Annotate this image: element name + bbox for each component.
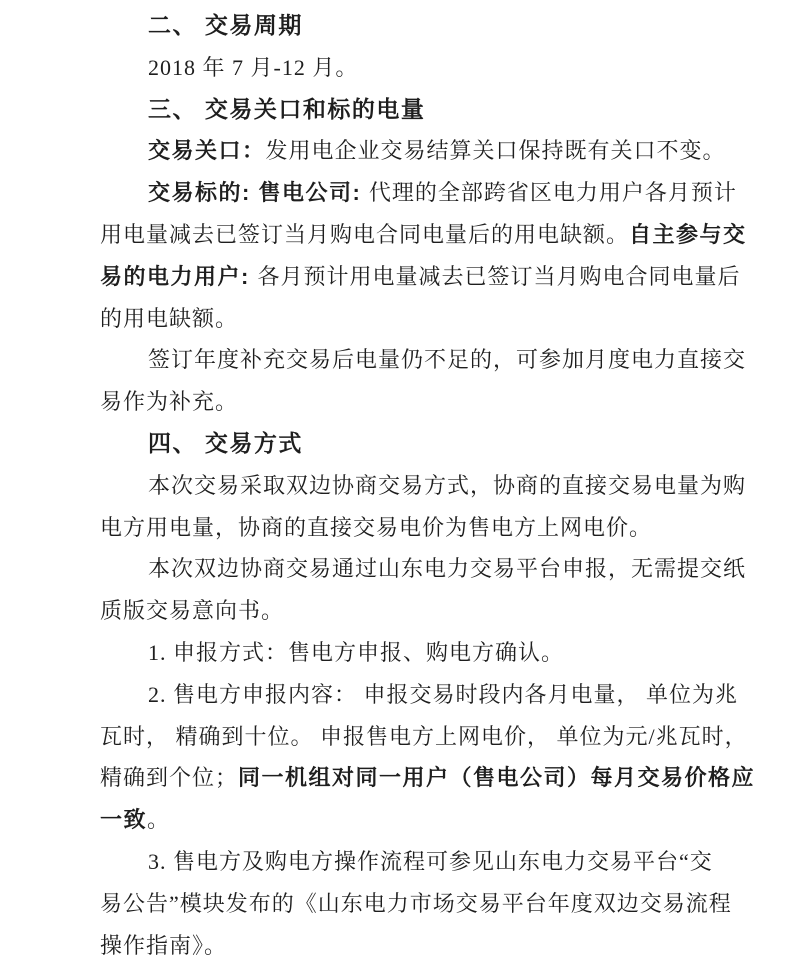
text-line <box>100 172 737 214</box>
text-segment: 发用电企业交易结算关口保持既有关口不变。 <box>265 138 726 164</box>
text-line <box>100 47 700 89</box>
text-line <box>100 256 741 298</box>
text-line <box>100 507 700 549</box>
text-line <box>100 298 700 340</box>
emphasis-text-segment: 四、 交易方式 <box>148 429 303 456</box>
text-line <box>100 632 700 674</box>
text-line <box>100 674 739 716</box>
text-line <box>100 130 726 172</box>
emphasis-text-segment: 交易关口： <box>148 138 266 164</box>
text-line <box>100 339 747 381</box>
text-segment: 各月预计用电量减去已签订当月购电合同电量后 <box>257 263 741 289</box>
text-line <box>100 548 747 590</box>
text-segment: 电方用电量，协商的直接交易电价为售电方上网电价。 <box>100 514 653 540</box>
text-segment: 。 <box>147 807 171 833</box>
text-line <box>100 381 700 423</box>
emphasis-text-segment: 一致 <box>100 807 148 833</box>
text-segment: 易公告”模块发布的《山东电力市场交易平台年度双边交易流程 <box>100 890 732 916</box>
text-line <box>100 925 700 967</box>
emphasis-text-segment: 二、 交易周期 <box>148 12 303 38</box>
text-segment: 瓦时， 精确到十位。 申报售电方上网电价， 单位为元/兆瓦时， <box>100 723 748 749</box>
emphasis-text-segment: 同一机组对同一用户（售电公司）每月交易价格应 <box>238 765 756 791</box>
text-segment: 2. 售电方申报内容： 申报交易时段内各月电量， 单位为兆 <box>148 681 739 707</box>
section-heading <box>100 423 700 465</box>
emphasis-text-segment: 交易标的: 售电公司: <box>148 180 369 206</box>
text-segment: 1. 申报方式：售电方申报、购电方确认。 <box>148 639 565 665</box>
text-line <box>100 757 756 799</box>
text-line <box>100 883 732 925</box>
text-line <box>100 590 700 632</box>
text-line <box>100 465 747 507</box>
text-segment: 3. 售电方及购电方操作流程可参见山东电力交易平台“交 <box>148 848 713 874</box>
text-segment: 签订年度补充交易后电量仍不足的，可参加月度电力直接交 <box>148 347 747 373</box>
document-body <box>100 5 756 966</box>
text-segment: 操作指南》。 <box>100 932 228 958</box>
text-segment: 易作为补充。 <box>100 389 239 415</box>
text-segment: 本次双边协商交易通过山东电力交易平台申报，无需提交纸 <box>148 556 747 582</box>
text-line <box>100 716 748 758</box>
text-segment: 2018 年 7 月-12 月。 <box>148 54 359 80</box>
text-line <box>100 799 700 841</box>
text-segment: 质版交易意向书。 <box>100 598 285 624</box>
text-line <box>100 841 713 883</box>
text-segment: 精确到个位； <box>100 765 239 791</box>
emphasis-text-segment: 易的电力用户: <box>100 263 258 289</box>
text-line <box>100 214 747 256</box>
text-segment: 的用电缺额。 <box>100 305 239 331</box>
text-segment: 本次交易采取双边协商交易方式，协商的直接交易电量为购 <box>148 472 747 498</box>
emphasis-text-segment: 三、 交易关口和标的电量 <box>148 95 426 122</box>
emphasis-text-segment: 自主参与交 <box>629 221 747 247</box>
section-heading <box>100 5 700 47</box>
text-segment: 代理的全部跨省区电力用户各月预计 <box>368 180 737 206</box>
text-segment: 用电量减去已签订当月购电合同电量后的用电缺额。 <box>100 221 630 247</box>
section-heading <box>100 89 700 131</box>
